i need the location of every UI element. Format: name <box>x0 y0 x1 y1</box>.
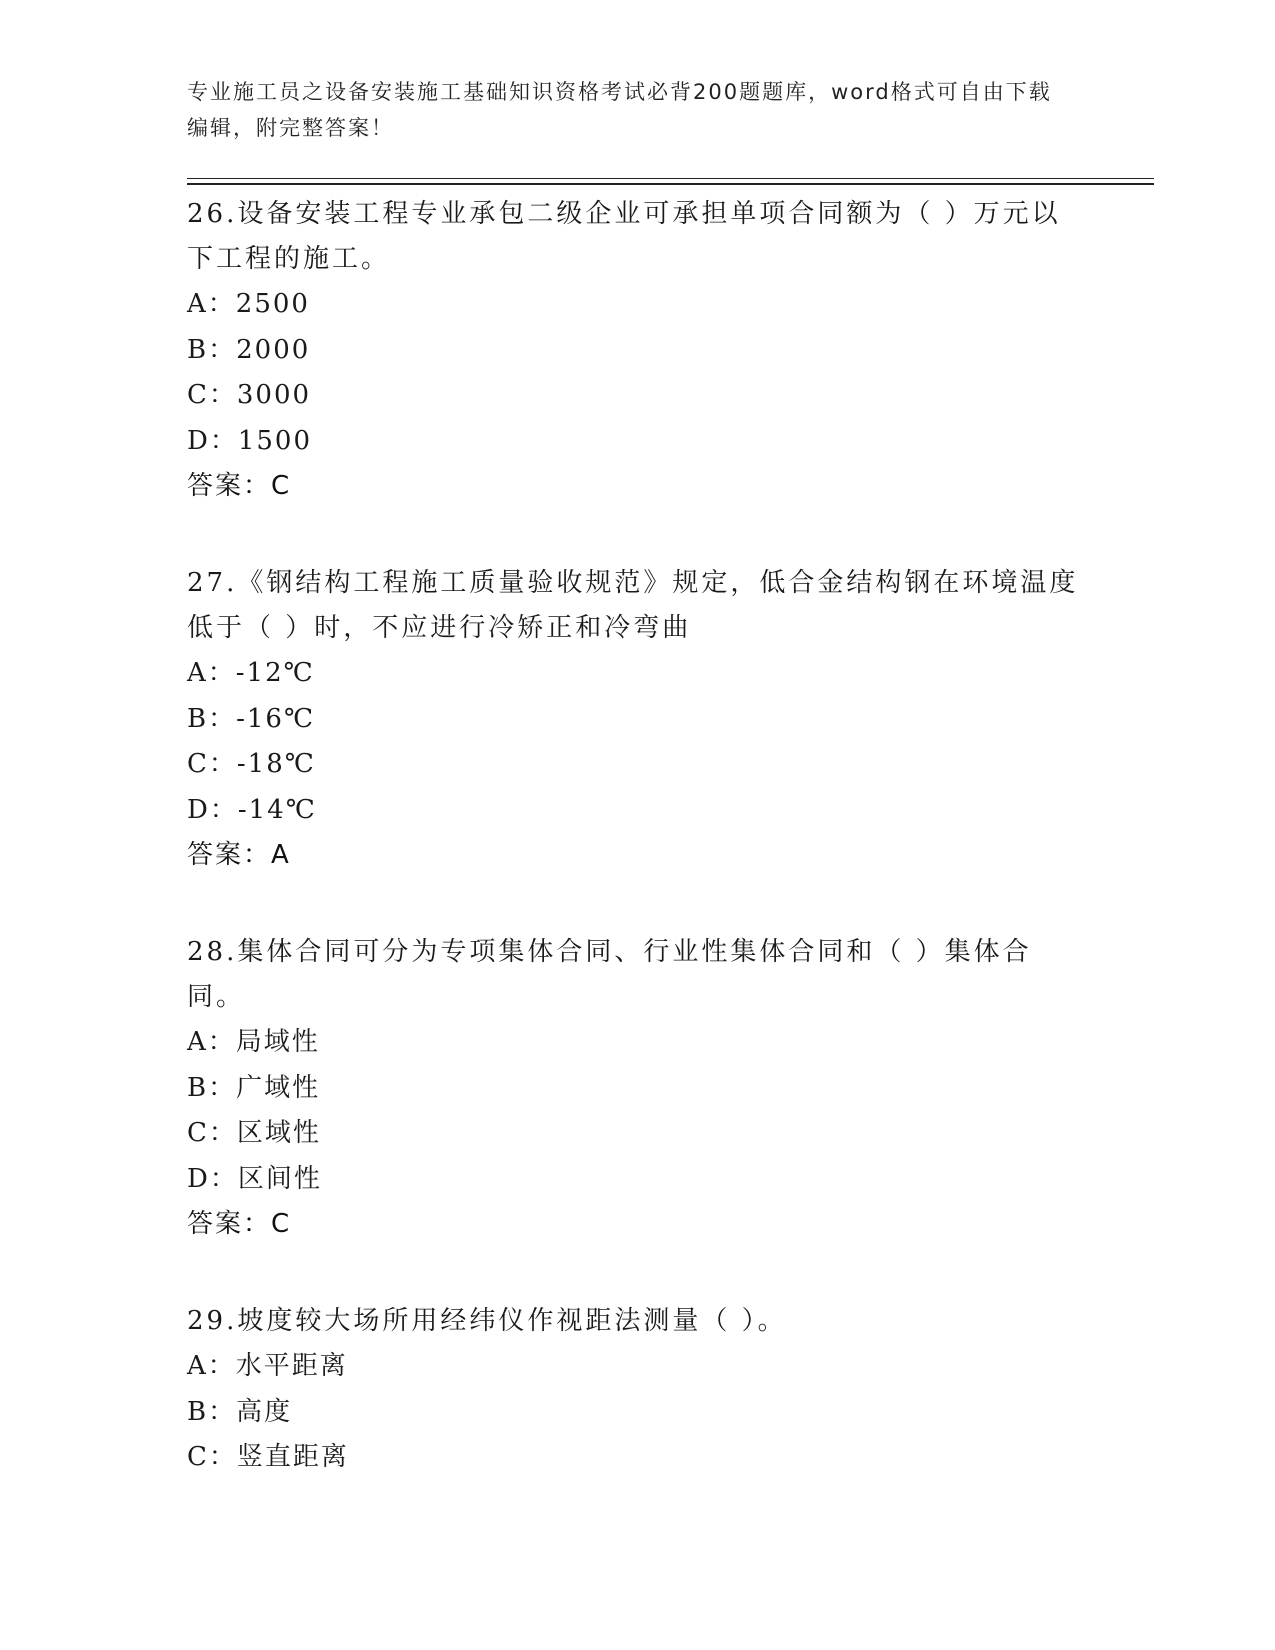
option-c: C：竖直距离 <box>187 1442 349 1472</box>
question-26 <box>187 192 1087 508</box>
question-stem: 27.《钢结构工程施工质量验收规范》规定，低合金结构钢在环境温度低于（ ）时，不应进行冷矫正和冷弯曲 <box>187 568 1079 643</box>
option-a: A：水平距离 <box>187 1351 348 1381</box>
header-divider-thin <box>187 178 1154 179</box>
header-divider-thick <box>187 183 1154 185</box>
option-d: D：区间性 <box>187 1163 322 1194</box>
option-b: B：-16℃ <box>187 703 316 734</box>
question-stem: 26.设备安装工程专业承包二级企业可承担单项合同额为（ ）万元以下工程的施工。 <box>187 199 1061 274</box>
answer: 答案：C <box>187 471 292 501</box>
question-stem: 28.集体合同可分为专项集体合同、行业性集体合同和（ ）集体合同。 <box>187 937 1032 1012</box>
question-27 <box>187 561 1087 877</box>
option-a: A：2500 <box>187 289 310 319</box>
option-c: C：区域性 <box>187 1118 321 1148</box>
option-a: A：局域性 <box>187 1027 320 1057</box>
answer: 答案：A <box>187 840 291 870</box>
option-d: D：1500 <box>187 425 313 456</box>
question-29 <box>187 1299 1087 1481</box>
document-description: 专业施工员之设备安装施工基础知识资格考试必背200题题库，word格式可自由下载编辑，附完整答案！ <box>187 80 1052 140</box>
answer: 答案：C <box>187 1209 292 1239</box>
option-c: C：3000 <box>187 380 312 410</box>
question-stem: 29.坡度较大场所用经纬仪作视距法测量（ ）。 <box>187 1306 787 1336</box>
question-list <box>187 192 1087 1534</box>
option-b: B：高度 <box>187 1396 293 1427</box>
option-b: B：2000 <box>187 334 311 365</box>
question-28 <box>187 930 1087 1246</box>
option-d: D：-14℃ <box>187 794 317 825</box>
option-a: A：-12℃ <box>187 658 315 688</box>
option-b: B：广域性 <box>187 1072 321 1103</box>
option-c: C：-18℃ <box>187 749 316 779</box>
